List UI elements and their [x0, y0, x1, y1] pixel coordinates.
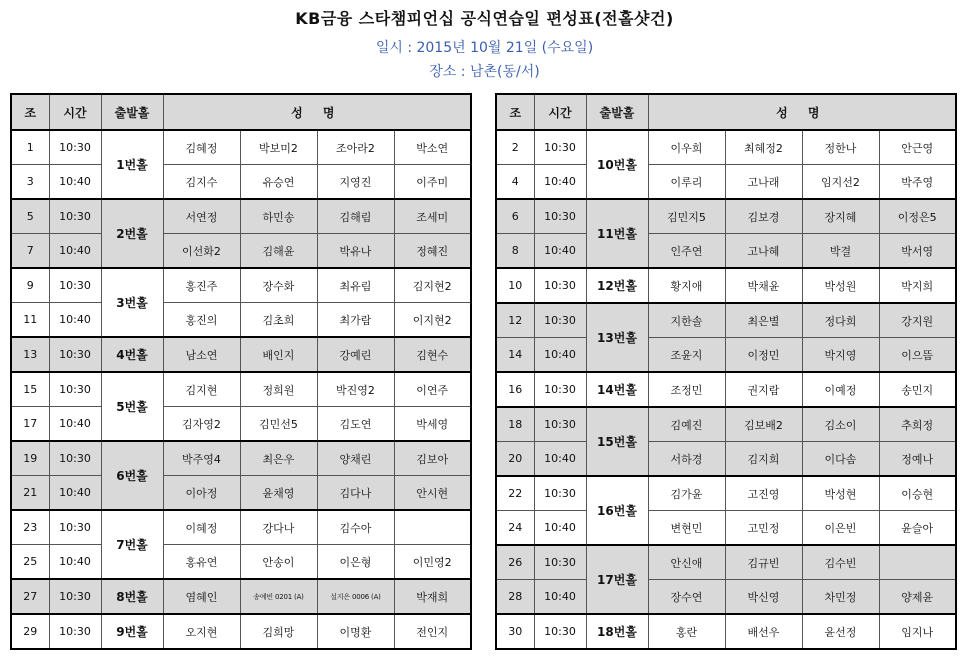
player-name: 배선우	[725, 614, 802, 649]
start-hole: 9번홀	[101, 614, 163, 649]
player-name: 차민정	[802, 580, 879, 615]
table-row	[11, 545, 471, 580]
player-name: 지영진	[317, 165, 394, 200]
group-number: 16	[496, 372, 534, 407]
group-number: 27	[11, 579, 49, 614]
player-name: 박주영	[879, 165, 956, 200]
tee-time: 10:40	[534, 511, 586, 546]
player-name: 윤슬아	[879, 511, 956, 546]
group-number: 4	[496, 165, 534, 200]
player-name: 오지현	[163, 614, 240, 649]
tee-time: 10:30	[49, 130, 101, 165]
table-row	[496, 130, 956, 165]
start-hole: 11번홀	[586, 199, 648, 268]
player-name: 조아라2	[317, 130, 394, 165]
player-name: 고나래	[725, 165, 802, 200]
table-row	[11, 337, 471, 372]
player-name: 이선화2	[163, 234, 240, 269]
player-name: 이루리	[648, 165, 725, 200]
player-name: 임지나	[879, 614, 956, 649]
player-name: 남소연	[163, 337, 240, 372]
player-name: 안시현	[394, 476, 471, 511]
player-name: 박유나	[317, 234, 394, 269]
player-name: 김해윤	[240, 234, 317, 269]
table-row	[11, 268, 471, 303]
table-row	[11, 199, 471, 234]
group-number: 30	[496, 614, 534, 649]
player-name: 김규빈	[725, 545, 802, 580]
tee-time: 10:30	[534, 407, 586, 442]
col-header-names: 성 명	[163, 94, 471, 130]
tee-time: 10:40	[534, 338, 586, 373]
group-number: 19	[11, 441, 49, 476]
table-row	[11, 130, 471, 165]
player-name: 이예정	[802, 372, 879, 407]
tee-time: 10:30	[534, 130, 586, 165]
table-header-row	[496, 94, 956, 130]
player-name: 양제윤	[879, 580, 956, 615]
player-name: 박보미2	[240, 130, 317, 165]
table-row	[496, 442, 956, 477]
player-name: 장지혜	[802, 199, 879, 234]
table-row	[11, 579, 471, 614]
player-name: 이정민	[725, 338, 802, 373]
group-number: 6	[496, 199, 534, 234]
player-name: 최유림	[317, 268, 394, 303]
group-number: 17	[11, 407, 49, 442]
start-hole: 7번홀	[101, 510, 163, 579]
start-hole: 16번홀	[586, 476, 648, 545]
player-name: 최가람	[317, 303, 394, 338]
start-hole: 10번홀	[586, 130, 648, 199]
player-name: 박성원	[802, 268, 879, 303]
player-name: 송예빈 0201 (A)	[240, 579, 317, 614]
player-name: 김민지5	[648, 199, 725, 234]
table-row	[496, 511, 956, 546]
tee-time: 10:30	[534, 199, 586, 234]
player-name: 이민영2	[394, 545, 471, 580]
player-name: 김지수	[163, 165, 240, 200]
player-name: 김소이	[802, 407, 879, 442]
player-name: 이지현2	[394, 303, 471, 338]
table-row	[11, 303, 471, 338]
player-name: 강지원	[879, 303, 956, 338]
start-hole: 13번홀	[586, 303, 648, 372]
start-hole: 17번홀	[586, 545, 648, 614]
tee-time: 10:30	[534, 545, 586, 580]
group-number: 21	[11, 476, 49, 511]
player-name: 이정은5	[879, 199, 956, 234]
start-hole: 8번홀	[101, 579, 163, 614]
tee-time: 10:40	[49, 234, 101, 269]
player-name: 김지현	[163, 372, 240, 407]
table-row	[496, 303, 956, 338]
start-hole: 14번홀	[586, 372, 648, 407]
group-number: 1	[11, 130, 49, 165]
tee-time: 10:40	[49, 545, 101, 580]
player-name: 김수아	[317, 510, 394, 545]
col-header-hole: 출발홀	[101, 94, 163, 130]
player-name: 김지현2	[394, 268, 471, 303]
player-name: 김희망	[240, 614, 317, 649]
player-name: 박재희	[394, 579, 471, 614]
player-name: 안근영	[879, 130, 956, 165]
player-name: 강예린	[317, 337, 394, 372]
table-row	[496, 234, 956, 269]
col-header-time: 시간	[534, 94, 586, 130]
table-row	[496, 372, 956, 407]
player-name: 박서영	[879, 234, 956, 269]
player-name: 홍유연	[163, 545, 240, 580]
player-name: 김자영2	[163, 407, 240, 442]
player-name: 김다나	[317, 476, 394, 511]
player-name: 이우희	[648, 130, 725, 165]
player-name: 김초희	[240, 303, 317, 338]
player-name: 김보아	[394, 441, 471, 476]
player-name: 정예나	[879, 442, 956, 477]
group-number: 26	[496, 545, 534, 580]
player-name: 지한솔	[648, 303, 725, 338]
group-number: 18	[496, 407, 534, 442]
tee-time: 10:40	[534, 165, 586, 200]
player-name: 이은빈	[802, 511, 879, 546]
group-number: 15	[11, 372, 49, 407]
event-venue: 장소 : 남촌(동/서)	[429, 64, 540, 80]
start-hole: 4번홀	[101, 337, 163, 372]
group-number: 7	[11, 234, 49, 269]
tee-time: 10:30	[49, 614, 101, 649]
col-header-time: 시간	[49, 94, 101, 130]
table-row	[496, 165, 956, 200]
tee-time: 10:30	[49, 441, 101, 476]
player-name: 김해림	[317, 199, 394, 234]
group-number: 28	[496, 580, 534, 615]
group-number: 24	[496, 511, 534, 546]
start-hole: 3번홀	[101, 268, 163, 337]
table-row	[496, 338, 956, 373]
tee-time: 10:40	[49, 165, 101, 200]
group-number: 23	[11, 510, 49, 545]
player-name: 김혜정	[163, 130, 240, 165]
player-name: 김현수	[394, 337, 471, 372]
group-number: 2	[496, 130, 534, 165]
player-name: 이연주	[394, 372, 471, 407]
player-name: 김민선5	[240, 407, 317, 442]
table-row	[496, 476, 956, 511]
player-name: 박지영	[802, 338, 879, 373]
player-name: 최혜정2	[725, 130, 802, 165]
start-hole: 2번홀	[101, 199, 163, 268]
tee-time: 10:30	[49, 268, 101, 303]
player-name: 박지희	[879, 268, 956, 303]
player-name: 하민송	[240, 199, 317, 234]
player-name: 인주연	[648, 234, 725, 269]
player-name: 김보경	[725, 199, 802, 234]
player-name: 이명환	[317, 614, 394, 649]
player-name: 고나혜	[725, 234, 802, 269]
player-name: 고진영	[725, 476, 802, 511]
player-name: 최은별	[725, 303, 802, 338]
player-name: 김보배2	[725, 407, 802, 442]
player-name: 염혜인	[163, 579, 240, 614]
player-name: 박성현	[802, 476, 879, 511]
player-name: 이다솜	[802, 442, 879, 477]
tee-time: 10:30	[534, 476, 586, 511]
group-number: 14	[496, 338, 534, 373]
start-hole: 18번홀	[586, 614, 648, 649]
player-name: 김예진	[648, 407, 725, 442]
tee-time: 10:40	[534, 442, 586, 477]
tee-time: 10:30	[49, 579, 101, 614]
player-name: 권지람	[725, 372, 802, 407]
tee-time: 10:30	[49, 510, 101, 545]
group-number: 12	[496, 303, 534, 338]
player-name: 김도연	[317, 407, 394, 442]
table-row	[11, 441, 471, 476]
player-name: 박결	[802, 234, 879, 269]
player-name: 고민정	[725, 511, 802, 546]
player-name: 양채린	[317, 441, 394, 476]
player-name: 황지애	[648, 268, 725, 303]
player-name	[394, 510, 471, 545]
tee-time: 10:30	[49, 337, 101, 372]
player-name: 조윤지	[648, 338, 725, 373]
start-hole: 1번홀	[101, 130, 163, 199]
group-number: 11	[11, 303, 49, 338]
group-number: 29	[11, 614, 49, 649]
table-row	[496, 614, 956, 649]
player-name: 홍진의	[163, 303, 240, 338]
page-title: KB금융 스타챔피언십 공식연습일 편성표(전홀샷건)	[295, 9, 674, 28]
table-row	[11, 510, 471, 545]
player-name: 유승연	[240, 165, 317, 200]
player-name: 정다희	[802, 303, 879, 338]
tee-time: 10:40	[49, 407, 101, 442]
player-name	[879, 545, 956, 580]
table-row	[496, 407, 956, 442]
player-name: 정희원	[240, 372, 317, 407]
group-number: 5	[11, 199, 49, 234]
player-name: 이혜정	[163, 510, 240, 545]
player-name: 설지은 0006 (A)	[317, 579, 394, 614]
tee-time: 10:40	[534, 580, 586, 615]
player-name: 임지선2	[802, 165, 879, 200]
start-hole: 12번홀	[586, 268, 648, 303]
table-row	[11, 476, 471, 511]
group-number: 20	[496, 442, 534, 477]
player-name: 이주미	[394, 165, 471, 200]
player-name: 서하경	[648, 442, 725, 477]
start-hole: 6번홀	[101, 441, 163, 510]
table-row	[496, 268, 956, 303]
player-name: 박소연	[394, 130, 471, 165]
start-hole: 15번홀	[586, 407, 648, 476]
group-number: 25	[11, 545, 49, 580]
table-row	[496, 199, 956, 234]
table-row	[496, 545, 956, 580]
player-name: 조세미	[394, 199, 471, 234]
start-hole: 5번홀	[101, 372, 163, 441]
player-name: 정혜진	[394, 234, 471, 269]
player-name: 김지희	[725, 442, 802, 477]
player-name: 정한나	[802, 130, 879, 165]
tee-time: 10:30	[49, 199, 101, 234]
group-number: 13	[11, 337, 49, 372]
schedule-table-right	[495, 93, 957, 650]
player-name: 배인지	[240, 337, 317, 372]
tee-time: 10:30	[534, 268, 586, 303]
table-row	[11, 372, 471, 407]
group-number: 22	[496, 476, 534, 511]
table-row	[11, 165, 471, 200]
player-name: 장수화	[240, 268, 317, 303]
player-name: 박진영2	[317, 372, 394, 407]
group-number: 8	[496, 234, 534, 269]
player-name: 홍란	[648, 614, 725, 649]
player-name: 이은형	[317, 545, 394, 580]
table-row	[496, 580, 956, 615]
player-name: 이으뜸	[879, 338, 956, 373]
player-name: 전인지	[394, 614, 471, 649]
player-name: 변현민	[648, 511, 725, 546]
tee-time: 10:30	[534, 372, 586, 407]
player-name: 이아정	[163, 476, 240, 511]
player-name: 장수연	[648, 580, 725, 615]
col-header-hole: 출발홀	[586, 94, 648, 130]
tee-time: 10:30	[534, 303, 586, 338]
table-row	[11, 614, 471, 649]
player-name: 강다나	[240, 510, 317, 545]
event-date: 일시 : 2015년 10월 21일 (수요일)	[375, 40, 594, 56]
player-name: 박채윤	[725, 268, 802, 303]
player-name: 서연정	[163, 199, 240, 234]
tee-time: 10:40	[49, 303, 101, 338]
tee-time: 10:40	[534, 234, 586, 269]
player-name: 송민지	[879, 372, 956, 407]
player-name: 박주영4	[163, 441, 240, 476]
schedule-table-left	[10, 93, 472, 650]
player-name: 최은우	[240, 441, 317, 476]
player-name: 김수빈	[802, 545, 879, 580]
group-number: 9	[11, 268, 49, 303]
tee-time: 10:30	[534, 614, 586, 649]
player-name: 안신애	[648, 545, 725, 580]
col-header-names: 성 명	[648, 94, 956, 130]
col-header-group: 조	[11, 94, 49, 130]
tee-time: 10:30	[49, 372, 101, 407]
group-number: 3	[11, 165, 49, 200]
player-name: 추희정	[879, 407, 956, 442]
tee-time: 10:40	[49, 476, 101, 511]
table-row	[11, 407, 471, 442]
col-header-group: 조	[496, 94, 534, 130]
player-name: 홍진주	[163, 268, 240, 303]
player-name: 박세영	[394, 407, 471, 442]
player-name: 김가윤	[648, 476, 725, 511]
table-row	[11, 234, 471, 269]
player-name: 박신영	[725, 580, 802, 615]
player-name: 윤채영	[240, 476, 317, 511]
table-header-row	[11, 94, 471, 130]
player-name: 조정민	[648, 372, 725, 407]
player-name: 안송이	[240, 545, 317, 580]
player-name: 이승현	[879, 476, 956, 511]
player-name: 윤선정	[802, 614, 879, 649]
group-number: 10	[496, 268, 534, 303]
